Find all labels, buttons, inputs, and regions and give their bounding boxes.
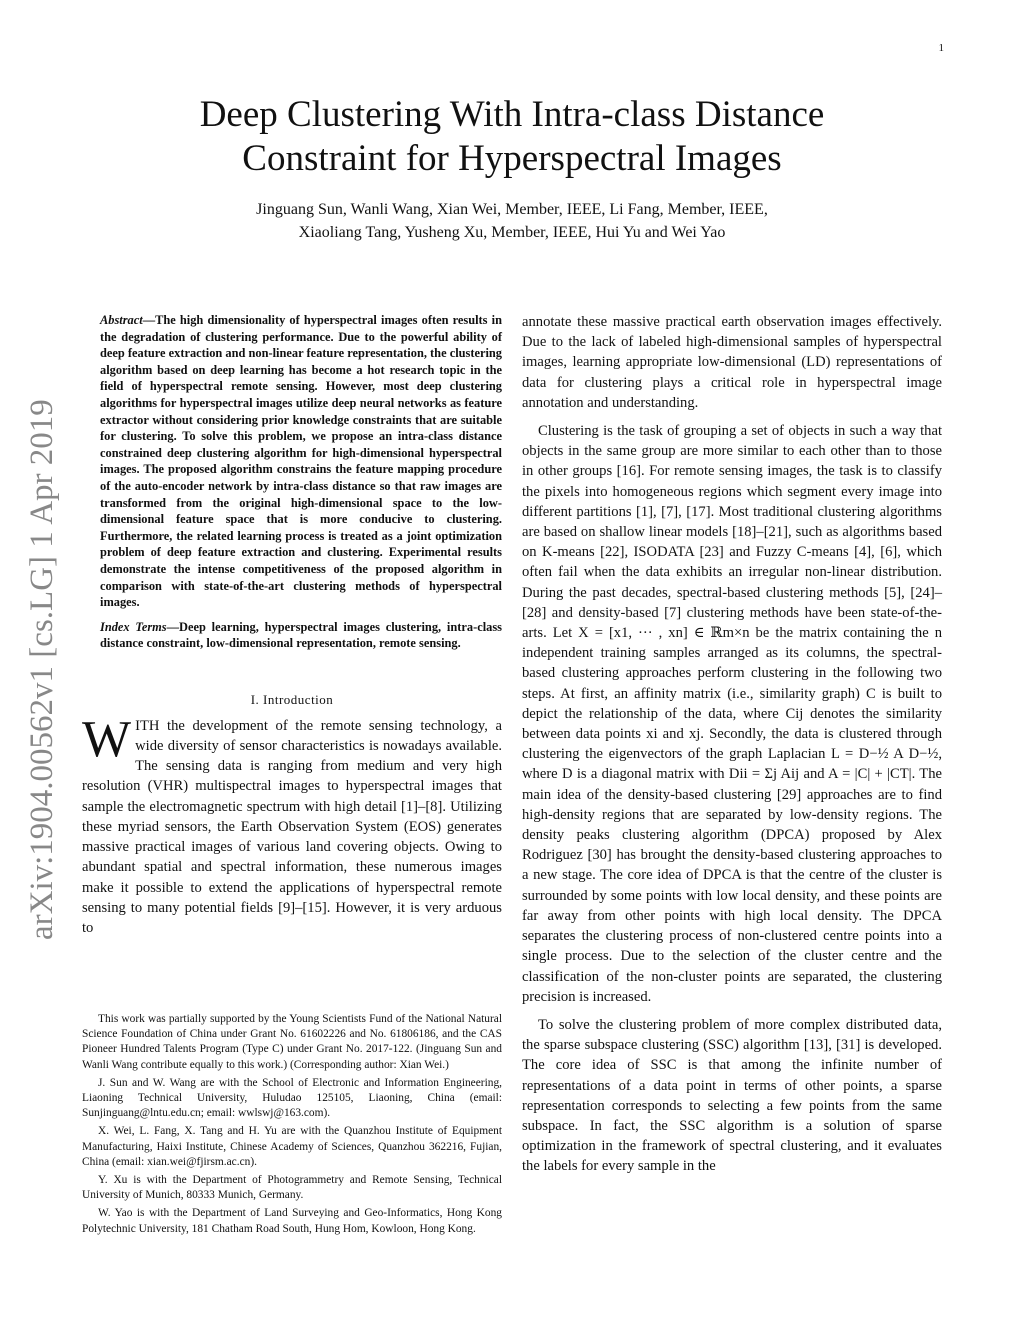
paragraph: annotate these massive practical earth observation images effectively. Due to the lack of labeled high-dimensional samples of hyperspectral images, learning appropriate low-dimensional (LD) representations of data for clustering plays a critical role in hyperspectral image annotation and understanding. [522, 314, 942, 411]
footnote-affiliation-4: W. Yao is with the Department of Land Surveying and Geo-Informatics, Hong Kong Polytechnic University, 181 Chatham Road South, Hung Hom, Kowloon, Hong Kong. [82, 1207, 502, 1235]
left-column [82, 312, 502, 938]
index-terms-text: —Deep learning, hyperspectral images clustering, intra-class distance constraint, low-dimensional representation, remote sensing. [100, 619, 502, 651]
footnote-affiliation-3: Y. Xu is with the Department of Photogrammetry and Remote Sensing, Technical University of Munich, 80333 Munich, Germany. [82, 1174, 502, 1202]
intro-paragraph [82, 710, 502, 938]
authors-line-2: Xiaoliang Tang, Yusheng Xu, Member, IEEE, Hui Yu and Wei Yao [298, 224, 726, 241]
drop-cap: W [82, 710, 132, 768]
paragraph: To solve the clustering problem of more complex distributed data, the sparse subspace clustering (SSC) algorithm [13], [31] is developed. The core idea of SSC is that among the infinite number of representations of a data point in terms of other points, a sparse representation corresponds to selecting a few points from the same subspace. In fact, the SSC algorithm is a solution of sparse optimization in the framework of spectral clustering, and it evaluates the labels for every sample in the [522, 1016, 942, 1175]
page-number: 1 [938, 42, 944, 54]
footnotes [82, 1012, 502, 1240]
footnote-affiliation-2: X. Wei, L. Fang, X. Tang and H. Yu are with the Quanzhou Institute of Equipment Manufacturing, Haixi Institute, Chinese Academy of Sciences, Quanzhou 362216, Fujian, China (email: xian.wei@fjirsm.ac.cn). [82, 1125, 502, 1168]
arxiv-stamp-text: arXiv:1904.00562v1 [cs.LG] 1 Apr 2019 [24, 399, 60, 940]
intro-text: ITH the development of the remote sensing technology, a wide diversity of sensor characteristics is nowadays available. The sensing data is ranging from medium and very high resolution (VHR) multispectral images to hyperspectral images that sample the electromagnetic spectrum with high detail [1]–[8]. Utilizing these myriad sensors, the Earth Observation System (EOS) generates massive practical images of various land covering objects. Owing to abundant spatial and spectral information, these numerous images make it possible to extend the applications of hyperspectral remote sensing to many potential fields [9]–[15]. However, it is very arduous to [82, 717, 502, 936]
section-heading: I. Introduction [250, 691, 334, 707]
abstract [100, 312, 502, 611]
paragraph: Clustering is the task of grouping a set of objects in such a way that objects in the same group are more similar to each other than to those in other groups [16]. For remote sensing images, the task is to classify the pixels into homogeneous regions which segment every image into different partitions [1], [7], [17]. Most traditional clustering algorithms are based on shallow linear models [18]–[21], such as algorithms based on K-means [22], ISODATA [23] and Fuzzy C-means [4], [6], which often fail when the data exhibits an irregular non-linear distribution. During the past decades, spectral-based clustering methods [5], [24]–[28] and density-based [7] clustering methods have been state-of-the-arts. Let X = [x1, ··· , xn] ∈ ℝm×n be the matrix containing the n independent training samples arranged as its columns, the spectral-based clustering approaches perform clustering in the following two steps. At first, an affinity matrix (i.e., similarity graph) C is built to depict the relationship of the data, where Cij denotes the similarity between data points xi and xj. Secondly, the data is clustered through clustering the eigenvectors of the graph Laplacian L = D−½ A D−½, where D is a diagonal matrix with Dii = Σj Aij and A = |C| + |CT|. The main idea of the density-based clustering [29] approaches are to find high-density regions that are separated by low-density regions. The density peaks clustering algorithm (DPCA) proposed by Alex Rodriguez [30] has brought the density-based clustering approaches to a new stage. The core idea of DPCA is that the centre of the cluster is surrounded by some points with low local density, and these points are far away from other points with high local density. The DPCA separates the clustering process of non-clustered centre points into a single process. Due to the selection of the cluster centre and the classification of the non-cluster points are separated, the clustering precision is increased. [522, 423, 942, 1005]
right-column [522, 312, 942, 1185]
index-terms [100, 619, 502, 652]
author-list [100, 198, 924, 244]
title-line-2: Constraint for Hyperspectral Images [242, 138, 782, 179]
abstract-text: —The high dimensionality of hyperspectral images often results in the degradation of clustering performance. Due to the powerful ability of deep feature extraction and non-linear feature representation, the clustering algorithm based on deep learning has become a hot research topic in the field of hyperspectral remote sensing. However, most deep clustering algorithms for hyperspectral images utilize deep neural networks as feature extractor without considering prior knowledge constraints that are suitable for clustering. To solve this problem, we propose an intra-class distance constrained deep clustering algorithm for high-dimensional hyperspectral images. The proposed algorithm constrains the feature mapping procedure of the auto-encoder network by intra-class distance so that raw images are transformed from the original high-dimensional space to the low-dimensional feature space that is more conducive to clustering. Furthermore, the related learning process is treated as a joint optimization problem of deep feature extraction and clustering. Experimental results demonstrate the intense competitiveness of the proposed algorithm in comparison with state-of-the-art clustering methods of hyperspectral images. [100, 313, 502, 610]
title-line-1: Deep Clustering With Intra-class Distance [199, 94, 825, 135]
footnote-affiliation-1: J. Sun and W. Wang are with the School of Electronic and Information Engineering, Liaoning Technical University, Huludao 125105, Liaoning, China (email: Sunjinguang@lntu.edu.cn; email: wwlswj@163.com). [82, 1076, 502, 1120]
index-terms-label: Index Terms [100, 619, 167, 634]
footnote-funding: This work was partially supported by the Young Scientists Fund of the National Natural Science Foundation of China under Grant No. 61602226 and No. 61806186, and the CAS Pioneer Hundred Talents Program (Type C) under Grant No. 2017-122. (Jinguang Sun and Wanli Wang contribute equally to this work.) (Corresponding author: Xian Wei.) [82, 1013, 502, 1071]
arxiv-stamp [20, 0, 60, 1325]
authors-line-1: Jinguang Sun, Wanli Wang, Xian Wei, Member, IEEE, Li Fang, Member, IEEE, [256, 201, 768, 218]
abstract-label: Abstract [100, 313, 143, 327]
paper-title [100, 93, 924, 181]
